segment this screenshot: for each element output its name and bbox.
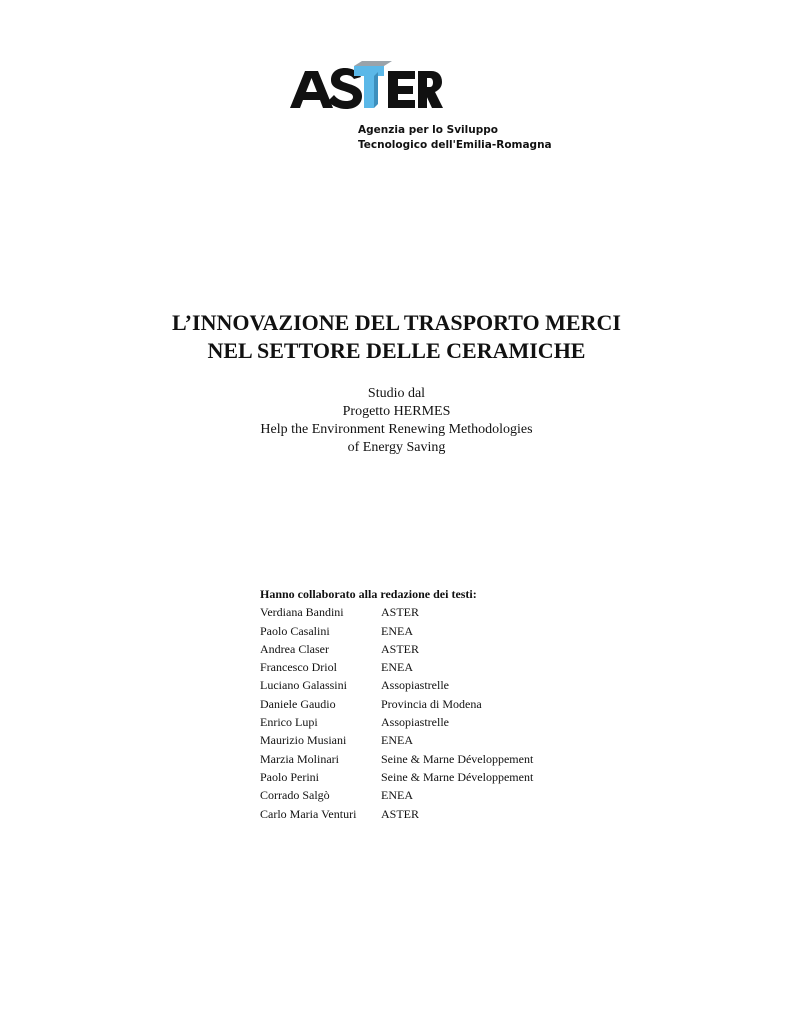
collaborator-organization: ENEA [381,788,413,803]
collaborator-row [260,805,660,823]
collaborator-name: Daniele Gaudio [260,696,336,711]
collaborator-organization: ASTER [381,806,420,821]
collaborator-row [260,603,660,621]
subtitle-line-1: Studio dal [367,386,426,401]
collaborator-name: Corrado Salgò [260,788,330,803]
title-line-2: NEL SETTORE DELLE CERAMICHE [207,338,586,363]
collaborator-name: Luciano Galassini [260,678,347,693]
document-subtitle [0,385,793,457]
collaborator-name: Maurizio Musiani [260,733,347,748]
collaborator-name: Paolo Casalini [260,623,330,638]
collaborator-row [260,622,660,640]
collaborator-row [260,768,660,786]
collaborator-organization: ENEA [381,733,413,748]
agency-line-2: Tecnologico dell'Emilia-Romagna [358,139,552,151]
collaborator-organization: ENEA [381,623,413,638]
collaborator-organization: Provincia di Modena [381,696,482,711]
collaborator-row [260,658,660,676]
collaborator-row [260,640,660,658]
collaborator-row [260,695,660,713]
collaborator-row [260,750,660,768]
subtitle-line-4: of Energy Saving [347,440,446,455]
collaborator-organization: Seine & Marne Développement [381,769,534,784]
collaborator-name: Francesco Driol [260,660,337,675]
agency-name [358,123,618,153]
subtitle-line-2: Progetto HERMES [342,404,451,419]
title-line-1: L’INNOVAZIONE DEL TRASPORTO MERCI [172,310,621,335]
collaborator-name: Marzia Molinari [260,751,339,766]
collaborator-name: Andrea Claser [260,641,329,656]
collaborator-name: Carlo Maria Venturi [260,806,357,821]
collaborator-name: Paolo Perini [260,769,319,784]
collaborator-row [260,676,660,694]
collaborator-row [260,713,660,731]
collaborator-organization: Assopiastrelle [381,678,449,693]
collaborator-organization: Assopiastrelle [381,715,449,730]
document-title [0,309,793,365]
collaborator-row [260,786,660,804]
aster-logo [288,58,443,112]
agency-line-1: Agenzia per lo Sviluppo [358,124,498,136]
collaborator-name: Verdiana Bandini [260,605,344,620]
collaborators-heading: Hanno collaborato alla redazione dei testi: [260,587,477,601]
collaborator-organization: ASTER [381,641,420,656]
collaborator-organization: ASTER [381,605,420,620]
aster-logo-graphic [288,58,443,112]
subtitle-line-3: Help the Environment Renewing Methodologies [260,422,533,437]
collaborator-row [260,731,660,749]
collaborator-organization: ENEA [381,660,413,675]
collaborators-section [260,585,660,823]
collaborator-organization: Seine & Marne Développement [381,751,534,766]
collaborator-name: Enrico Lupi [260,715,318,730]
